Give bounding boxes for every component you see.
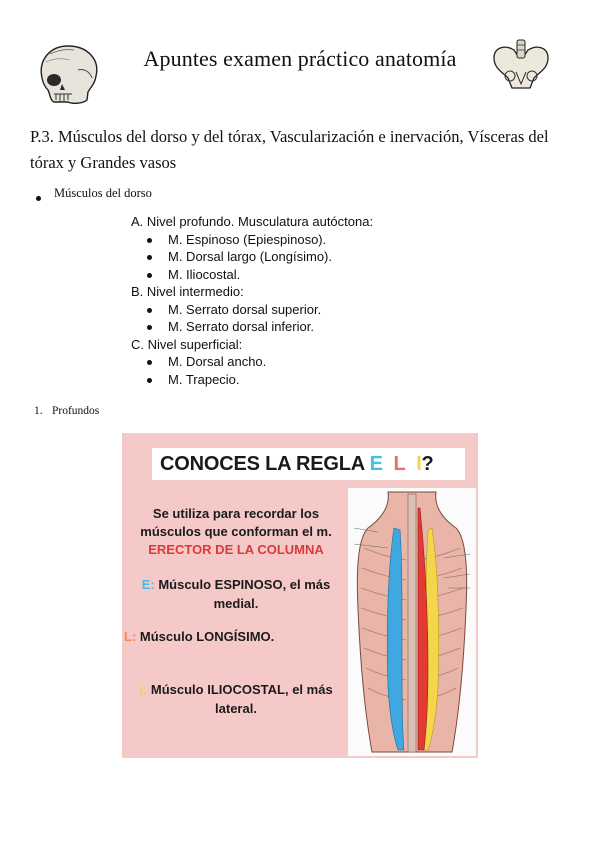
outline-item-text: M. Dorsal largo (Longísimo). (168, 249, 332, 264)
outline-level: C. Nivel superficial: (131, 336, 243, 352)
intro-line: músculos que conforman el m. (140, 524, 332, 539)
muscle-outline (131, 213, 451, 388)
infographic-title-box (152, 448, 465, 480)
intro-line: Se utiliza para recordar los (152, 506, 320, 521)
section-heading: P.3. Músculos del dorso y del tórax, Vascularización e inervación, Vísceras del tórax y Grandes vasos (30, 127, 549, 172)
outline-item-text: M. Iliocostal. (168, 266, 241, 282)
outline-item-text: M. Espinoso (Epiespinoso). (168, 231, 327, 247)
letter-l: L (393, 453, 406, 475)
rule-letter: L: (124, 629, 137, 644)
outline-item (131, 371, 451, 389)
rule-text: Músculo LONGÍSIMO. (139, 629, 275, 644)
outline-item-text: M. Serrato dorsal inferior. (168, 319, 314, 334)
outline-item (131, 248, 451, 266)
intro-highlight: ERECTOR DE LA COLUMNA (148, 542, 324, 557)
title-prefix: CONOCES LA REGLA (160, 453, 370, 475)
title-suffix: ? (421, 453, 434, 475)
document-title: Apuntes examen práctico anatomía (143, 46, 457, 71)
outline-item (131, 231, 451, 249)
outline-item-text: M. Trapecio. (168, 371, 240, 387)
outline-item (131, 318, 451, 336)
eli-rule-infographic (122, 433, 478, 758)
rule-i-cont: lateral. (215, 701, 257, 716)
outline-item (131, 353, 451, 371)
letter-i: I (416, 453, 422, 475)
outline-level: A. Nivel profundo. Musculatura autóctona: (131, 214, 374, 229)
bullet-marker (36, 196, 41, 201)
rule-text: Músculo ESPINOSO, el más (158, 577, 331, 592)
letter-e: E (369, 453, 383, 475)
rule-e-cont: medial. (213, 596, 259, 611)
numbered-item (34, 405, 99, 417)
back-muscles-illustration (348, 488, 476, 756)
outline-item (131, 266, 451, 284)
rule-letter: I: (139, 682, 148, 697)
rule-letter: E: (141, 577, 155, 592)
item-text: Profundos (52, 405, 100, 417)
pelvis-icon (490, 38, 552, 94)
rule-e (122, 575, 350, 594)
rule-i (122, 680, 350, 699)
outline-level: B. Nivel intermedio: (131, 284, 244, 299)
outline-item-text: M. Serrato dorsal superior. (168, 301, 322, 317)
item-number: 1. (34, 405, 43, 417)
outline-item-text: M. Dorsal ancho. (168, 354, 267, 369)
bullet-text: Músculos del dorso (54, 186, 152, 200)
outline-item (131, 301, 451, 319)
rule-l (122, 627, 350, 646)
rule-text: Músculo ILIOCOSTAL, el más (150, 682, 333, 697)
infographic-text (122, 505, 350, 718)
infographic-title (160, 448, 434, 480)
